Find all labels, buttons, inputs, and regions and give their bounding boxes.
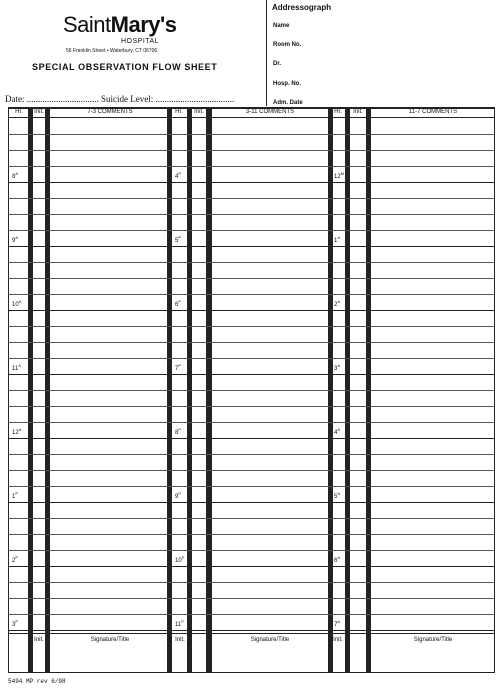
table-row-line: [8, 502, 495, 503]
table-row-line: [8, 198, 495, 199]
hour-number: 1: [334, 238, 338, 244]
brand-subtitle: HOSPITAL: [121, 38, 160, 45]
table-row-line: [8, 230, 495, 231]
table-row-line: [8, 518, 495, 519]
hour-label: [175, 363, 181, 372]
column-header-init: Init.: [34, 109, 44, 115]
form-number: 5494 MP rev 6/98: [8, 678, 66, 685]
hour-label: [12, 619, 18, 628]
hour-label: [12, 427, 21, 436]
footer-signature-label: Signature/Title: [90, 637, 130, 643]
hour-number: 10: [12, 302, 19, 308]
hour-label: [334, 235, 340, 244]
table-row-line: [8, 454, 495, 455]
table-row-line: [8, 406, 495, 407]
header-row-divider: [8, 117, 495, 118]
footer-signature-label: Signature/Title: [250, 637, 290, 643]
hour-number: 6: [175, 302, 179, 308]
table-row-line: [8, 310, 495, 311]
hour-number: 4: [175, 174, 179, 180]
hour-number: 9: [12, 238, 16, 244]
hour-label: [12, 299, 21, 308]
hour-suffix: A: [337, 427, 341, 432]
table-row-line: [8, 486, 495, 487]
hour-suffix: A: [337, 491, 341, 496]
table-row-line: [8, 134, 495, 135]
hour-number: 12: [12, 430, 19, 436]
table-row-line: [8, 278, 495, 279]
hour-label: [175, 171, 181, 180]
table-row-line: [8, 326, 495, 327]
addressograph-field: Room No.: [273, 42, 302, 48]
hour-label: [334, 619, 340, 628]
hour-suffix: P: [178, 427, 182, 432]
hour-number: 5: [334, 494, 338, 500]
hour-label: [175, 491, 181, 500]
hour-suffix: P: [178, 491, 182, 496]
table-row-line: [8, 422, 495, 423]
hour-number: 4: [334, 430, 338, 436]
hour-number: 8: [175, 430, 179, 436]
column-header-comments: 11-7 COMMENTS: [408, 109, 458, 115]
hour-suffix: M: [340, 171, 345, 176]
hour-number: 10: [175, 558, 182, 564]
footer-init-label: Init.: [34, 637, 44, 643]
column-header-hr: Hr.: [334, 109, 342, 115]
hour-suffix: A: [337, 363, 341, 368]
hour-label: [334, 299, 340, 308]
hour-suffix: P: [181, 619, 184, 624]
table-row-line: [8, 630, 495, 631]
hour-number: 6: [334, 558, 338, 564]
hour-suffix: P: [15, 491, 19, 496]
column-header-comments: 7-3 COMMENTS: [87, 109, 133, 115]
hour-suffix: A: [15, 235, 19, 240]
hour-label: [175, 619, 184, 628]
table-row-line: [8, 470, 495, 471]
hour-label: [12, 491, 18, 500]
hour-label: [12, 555, 18, 564]
column-header-comments: 3-11 COMMENTS: [245, 109, 295, 115]
column-header-hr: Hr.: [175, 109, 183, 115]
hour-suffix: P: [178, 235, 182, 240]
hour-suffix: P: [15, 619, 19, 624]
hour-label: [334, 555, 340, 564]
hour-number: 3: [12, 622, 16, 628]
hour-number: 3: [334, 366, 338, 372]
hour-label: [175, 299, 181, 308]
table-row-line: [8, 614, 495, 615]
date-suicide-level-line: Date: ................................ Suicide Level: ...................................: [5, 94, 235, 104]
hour-number: 11: [12, 366, 19, 372]
hour-label: [334, 427, 340, 436]
hour-suffix: A: [337, 619, 341, 624]
table-row-line: [8, 166, 495, 167]
addressograph-title: Addressograph: [272, 3, 332, 12]
hour-label: [12, 363, 21, 372]
table-row-line: [8, 374, 495, 375]
hour-number: 11: [175, 622, 182, 628]
hour-label: [334, 491, 340, 500]
brand-name-part1: Saint: [63, 12, 111, 37]
hour-number: 2: [12, 558, 16, 564]
hour-suffix: P: [15, 555, 19, 560]
hour-suffix: P: [178, 299, 182, 304]
addressograph-field: Name: [273, 23, 290, 29]
header-divider: [266, 0, 267, 106]
table-row-line: [8, 182, 495, 183]
addressograph-field: Dr.: [273, 61, 282, 67]
hospital-address: 56 Franklin Street • Waterbury, CT 06706: [66, 48, 158, 54]
table-row-line: [8, 550, 495, 551]
table-row-line: [8, 150, 495, 151]
hour-number: 9: [175, 494, 179, 500]
hour-number: 5: [175, 238, 179, 244]
hour-suffix: A: [18, 299, 22, 304]
hour-label: [12, 171, 18, 180]
hour-suffix: A: [18, 363, 21, 368]
hour-number: 7: [175, 366, 179, 372]
hour-suffix: A: [15, 171, 19, 176]
table-row-line: [8, 246, 495, 247]
hour-label: [334, 171, 344, 180]
table-row-line: [8, 566, 495, 567]
hour-label: [334, 363, 340, 372]
table-row-line: [8, 598, 495, 599]
table-row-line: [8, 582, 495, 583]
table-row-line: [8, 534, 495, 535]
hospital-logo: [63, 14, 176, 36]
hour-suffix: A: [337, 299, 341, 304]
footer-signature-label: Signature/Title: [413, 637, 453, 643]
footer-row-divider: [8, 633, 495, 634]
hour-label: [175, 427, 181, 436]
hour-number: 1: [12, 494, 16, 500]
hour-label: [175, 235, 181, 244]
column-header-init: Init.: [194, 109, 204, 115]
footer-init-label: Init.: [333, 637, 343, 643]
addressograph-field: Adm. Date: [273, 100, 303, 106]
table-row-line: [8, 342, 495, 343]
hour-suffix: A: [18, 427, 22, 432]
hour-suffix: P: [178, 171, 182, 176]
column-header-init: Init.: [353, 109, 363, 115]
hour-suffix: P: [178, 363, 182, 368]
hour-number: 7: [334, 622, 338, 628]
hour-suffix: A: [337, 235, 341, 240]
hour-label: [175, 555, 184, 564]
table-row-line: [8, 262, 495, 263]
hour-number: 12: [334, 174, 341, 180]
table-row-line: [8, 438, 495, 439]
hour-suffix: P: [181, 555, 185, 560]
brand-name-part2: Mary's: [110, 12, 177, 37]
form-title: SPECIAL OBSERVATION FLOW SHEET: [32, 62, 218, 72]
table-row-line: [8, 214, 495, 215]
hour-number: 2: [334, 302, 338, 308]
hour-label: [12, 235, 18, 244]
hour-number: 8: [12, 174, 16, 180]
table-row-line: [8, 390, 495, 391]
table-row-line: [8, 294, 495, 295]
table-row-line: [8, 358, 495, 359]
column-header-hr: Hr.: [15, 109, 23, 115]
footer-init-label: Init.: [175, 637, 185, 643]
hour-suffix: A: [337, 555, 341, 560]
addressograph-field: Hosp. No.: [273, 81, 301, 87]
